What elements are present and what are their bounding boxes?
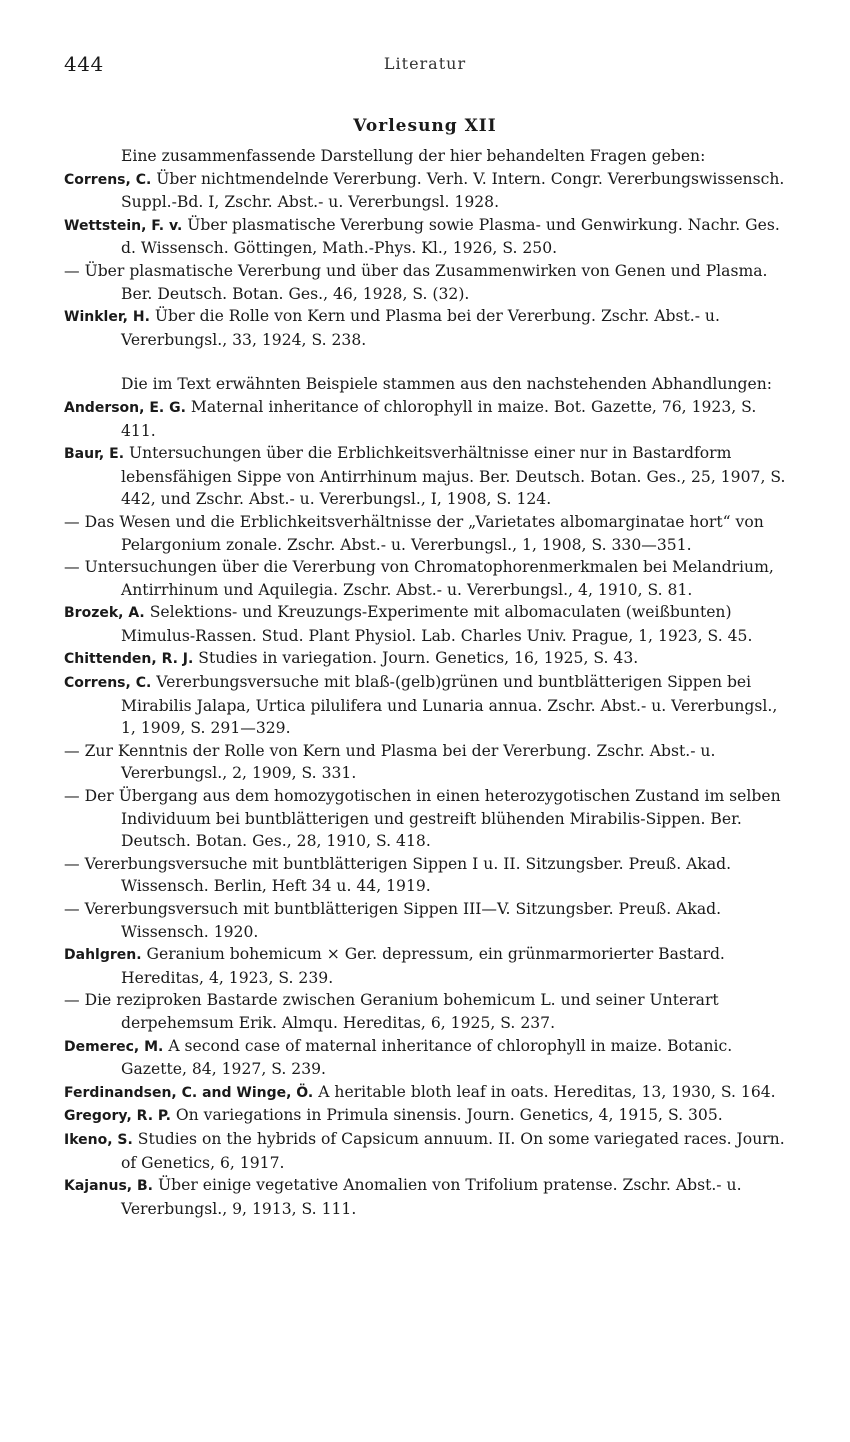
reference-entry xyxy=(64,1035,794,1081)
reference-entry xyxy=(64,898,794,943)
ditto-dash: — xyxy=(64,991,80,1010)
reference-entry xyxy=(64,511,794,556)
author-name: Anderson, E. G. xyxy=(64,399,186,416)
reference-text: Selektions- und Kreuzungs-Experimente mit albomaculaten (weißbunten) Mimulus-Rassen. Stud. Plant Physiol. Lab. Charles Univ. Prague, 1, 1923, S. 45. xyxy=(121,603,753,645)
page-number: 444 xyxy=(64,52,104,76)
reference-text: Das Wesen und die Erblichkeitsverhältnisse der „Varietates albomarginatae hort“ von Pelargonium zonale. Zschr. Abst.- u. Vererbungsl., 1, 1908, S. 330—351. xyxy=(84,512,764,554)
reference-text: Untersuchungen über die Vererbung von Chromatophorenmerkmalen bei Melandrium, Antirrhinum und Aquilegia. Zschr. Abst.- u. Vererbungsl., 4, 1910, S. 81. xyxy=(84,558,774,599)
author-name: Gregory, R. P. xyxy=(64,1108,171,1125)
reference-entry xyxy=(64,260,794,305)
reference-entry xyxy=(64,168,794,214)
reference-entry xyxy=(64,740,794,785)
reference-text: On variegations in Primula sinensis. Journ. Genetics, 4, 1915, S. 305. xyxy=(175,1106,723,1125)
reference-text: Über plasmatische Vererbung und über das Zusammenwirken von Genen und Plasma. Ber. Deutsch. Botan. Ges., 46, 1928, S. (32). xyxy=(84,261,768,303)
spacer xyxy=(64,351,794,373)
ditto-dash: — xyxy=(64,512,80,531)
reference-text: A heritable bloth leaf in oats. Hereditas, 13, 1930, S. 164. xyxy=(318,1082,776,1101)
reference-entry xyxy=(64,647,794,671)
reference-entry xyxy=(64,1174,794,1220)
page-header xyxy=(64,52,786,82)
author-name: Ikeno, S. xyxy=(64,1131,133,1148)
reference-text: Die reziproken Bastarde zwischen Geranium bohemicum L. und seiner Unterart derpehemsum Erik. Almqu. Hereditas, 6, 1925, S. 237. xyxy=(84,991,719,1032)
intro-line-1: Eine zusammenfassende Darstellung der hier behandelten Fragen geben: xyxy=(121,147,706,165)
reference-text: Über nichtmendelnde Vererbung. Verh. V. Intern. Congr. Vererbungswissensch. Suppl.-Bd. I, Zschr. Abst.- u. Vererbungsl. 1928. xyxy=(121,169,785,212)
ditto-dash: — xyxy=(64,787,80,806)
ditto-dash: — xyxy=(64,558,80,577)
author-name: Wettstein, F. v. xyxy=(64,217,183,234)
author-name: Ferdinandsen, C. and Winge, Ö. xyxy=(64,1084,314,1101)
reference-entry xyxy=(64,785,794,853)
reference-text: Vererbungsversuche mit blaß-(gelb)grünen und buntblätterigen Sippen bei Mirabilis Jalapa, Urtica pilulifera und Lunaria annua. Zschr. Abst.- u. Vererbungsl., 1, 1909, S. 291—329. xyxy=(121,673,778,738)
reference-text: Vererbungsversuche mit buntblätterigen Sippen I u. II. Sitzungsber. Preuß. Akad. Wissensch. Berlin, Heft 34 u. 44, 1919. xyxy=(84,854,732,896)
reference-text: Über die Rolle von Kern und Plasma bei der Vererbung. Zschr. Abst.- u. Vererbungsl., 33, 1924, S. 238. xyxy=(121,307,720,349)
reference-entry xyxy=(64,1128,794,1174)
author-name: Baur, E. xyxy=(64,446,125,463)
ditto-dash: — xyxy=(64,854,80,873)
section-title: Vorlesung XII xyxy=(353,116,497,136)
reference-text: Über plasmatische Vererbung sowie Plasma- und Genwirkung. Nachr. Ges. d. Wissensch. Göttingen, Math.-Phys. Kl., 1926, S. 250. xyxy=(121,215,780,258)
reference-entry xyxy=(64,396,794,442)
reference-entry xyxy=(64,943,794,989)
reference-text: Geranium bohemicum × Ger. depressum, ein grünmarmorierter Bastard. Hereditas, 4, 1923, S. 239. xyxy=(121,945,725,987)
ditto-dash: — xyxy=(64,261,80,280)
reference-text: Über einige vegetative Anomalien von Trifolium pratense. Zschr. Abst.- u. Vererbungsl., 9, 1913, S. 111. xyxy=(121,1176,742,1218)
references-block xyxy=(64,145,794,1220)
intro-line-2: Die im Text erwähnten Beispiele stammen aus den nachstehenden Abhandlungen: xyxy=(121,375,773,394)
reference-text: Zur Kenntnis der Rolle von Kern und Plasma bei der Vererbung. Zschr. Abst.- u. Vererbungsl., 2, 1909, S. 331. xyxy=(84,741,716,783)
author-name: Chittenden, R. J. xyxy=(64,651,194,668)
author-name: Dahlgren. xyxy=(64,947,142,964)
reference-entry xyxy=(64,989,794,1034)
reference-entry xyxy=(64,214,794,260)
reference-entry xyxy=(64,305,794,351)
reference-text: Studies in variegation. Journ. Genetics, 16, 1925, S. 43. xyxy=(198,649,639,668)
author-name: Demerec, M. xyxy=(64,1038,164,1055)
reference-entry xyxy=(64,1081,794,1105)
ditto-dash: — xyxy=(64,741,80,760)
reference-entry xyxy=(64,601,794,647)
reference-entry xyxy=(64,853,794,898)
reference-entry xyxy=(64,1104,794,1128)
reference-text: Studies on the hybrids of Capsicum annuum. II. On some variegated races. Journ. of Genetics, 6, 1917. xyxy=(121,1129,785,1172)
reference-text: Vererbungsversuch mit buntblätterigen Sippen III—V. Sitzungsber. Preuß. Akad. Wissensch. 1920. xyxy=(84,900,722,941)
reference-entry xyxy=(64,556,794,601)
running-title: Literatur xyxy=(383,54,467,73)
author-name: Correns, C. xyxy=(64,171,152,188)
author-name: Kajanus, B. xyxy=(64,1178,153,1195)
reference-entry xyxy=(64,442,794,511)
reference-entry xyxy=(64,671,794,740)
author-name: Brozek, A. xyxy=(64,605,145,622)
ditto-dash: — xyxy=(64,900,80,918)
author-name: Winkler, H. xyxy=(64,309,150,326)
author-name: Correns, C. xyxy=(64,675,152,692)
reference-text: Maternal inheritance of chlorophyll in maize. Bot. Gazette, 76, 1923, S. 411. xyxy=(121,397,757,440)
reference-text: A second case of maternal inheritance of chlorophyll in maize. Botanic. Gazette, 84, 1927, S. 239. xyxy=(121,1036,733,1079)
reference-text: Der Übergang aus dem homozygotischen in einen heterozygotischen Zustand im selben Individuum bei buntblätterigen und gestreift blühenden Mirabilis-Sippen. Ber. Deutsch. Botan. Ges., 28, 1910, S. 418. xyxy=(84,787,781,851)
reference-text: Untersuchungen über die Erblichkeitsverhältnisse einer nur in Bastardform lebensfähigen Sippe von Antirrhinum majus. Ber. Deutsch. Botan. Ges., 25, 1907, S. 442, und Zschr. Abst.- u. Vererbungsl., I, 1908, S. 124. xyxy=(121,444,786,509)
